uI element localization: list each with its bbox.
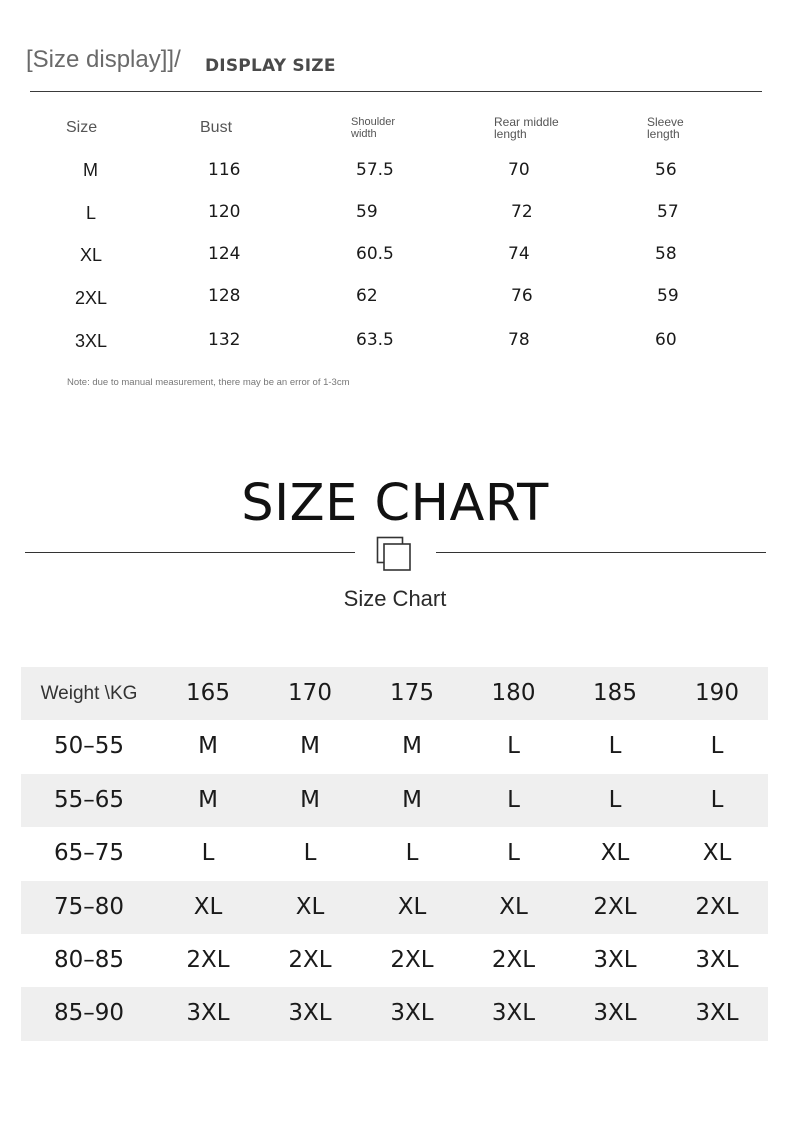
size-cell: M (402, 733, 422, 760)
size-cell: 2XL (186, 946, 230, 973)
measure-cell: 2XL (75, 288, 108, 308)
table-row (21, 774, 768, 827)
weight-height-size-table (21, 667, 768, 1041)
size-cell: L (608, 733, 622, 760)
measure-cell: 72 (511, 202, 533, 222)
size-cell: M (402, 786, 422, 813)
size-cell: L (507, 733, 520, 760)
height-header: 185 (593, 680, 637, 706)
measure-cell: L (86, 203, 97, 223)
table-row (21, 934, 768, 987)
size-chart-subtitle: Size Chart (343, 586, 447, 611)
size-cell: XL (193, 893, 223, 920)
height-header: 190 (695, 680, 739, 706)
weight-label: 80–85 (53, 946, 125, 973)
measure-cell: M (83, 160, 98, 180)
header-divider (30, 91, 762, 92)
height-header: 165 (186, 680, 230, 706)
size-cell: L (710, 733, 724, 760)
size-cell: 3XL (491, 1000, 536, 1027)
size-cell: 2XL (695, 893, 739, 920)
size-cell: L (710, 786, 724, 813)
measure-cell: 124 (208, 244, 241, 264)
measure-cell: 63.5 (356, 330, 394, 350)
size-chart-title: SIZE CHART (241, 474, 549, 533)
size-cell: XL (600, 840, 630, 867)
size-cell: M (300, 733, 320, 760)
col-header-bust: Bust (200, 119, 233, 136)
table-row (21, 720, 768, 773)
height-header: 175 (390, 680, 434, 706)
table-header-row (21, 667, 768, 720)
title-rule-right (436, 552, 766, 553)
measure-cell: 60.5 (356, 244, 394, 264)
size-cell: 2XL (491, 946, 536, 973)
size-cell: XL (295, 893, 325, 920)
weight-label: 65–75 (53, 840, 125, 867)
size-cell: 3XL (593, 1000, 637, 1027)
size-cell: L (608, 786, 622, 813)
weight-label: 85–90 (53, 1000, 125, 1027)
table-row (21, 827, 768, 880)
size-cell: 3XL (390, 1000, 434, 1027)
measurement-note: Note: due to manual measurement, there may be an error of 1-3cm (67, 377, 350, 388)
measure-cell: 62 (356, 286, 378, 306)
measure-cell: 74 (508, 244, 530, 264)
measure-cell: 116 (208, 160, 241, 180)
size-cell: 3XL (695, 946, 739, 973)
measure-cell: 128 (208, 286, 241, 306)
size-cell: XL (499, 893, 528, 920)
corner-label: Weight \KG (40, 683, 138, 704)
size-cell: XL (702, 840, 732, 867)
measure-cell: 58 (655, 244, 677, 264)
measure-cell: 132 (208, 330, 241, 350)
weight-label: 55–65 (53, 786, 125, 813)
col-header-sleeve-length: Sleeve length (647, 115, 684, 141)
size-cell: 3XL (695, 1000, 739, 1027)
height-header: 170 (288, 680, 332, 706)
size-cell: XL (397, 893, 427, 920)
size-cell: M (198, 786, 218, 813)
col-header-shoulder-width: Shoulder width (351, 116, 396, 140)
display-title-english: DISPLAY SIZE (205, 56, 336, 76)
size-cell: L (303, 840, 317, 867)
size-cell: L (201, 840, 215, 867)
height-header: 180 (491, 680, 536, 706)
size-cell: 2XL (288, 946, 332, 973)
measure-cell: 76 (511, 286, 533, 306)
measure-cell: 57 (657, 202, 679, 222)
size-cell: 3XL (288, 1000, 332, 1027)
col-header-size: Size (66, 119, 98, 136)
title-rule-left (25, 552, 355, 553)
weight-label: 75–80 (53, 893, 125, 920)
col-header-rear-middle-length: Rear middle length (494, 115, 559, 141)
overlapping-squares-icon (376, 536, 412, 572)
weight-label: 50–55 (53, 733, 125, 760)
size-cell: 3XL (186, 1000, 230, 1027)
size-cell: 2XL (593, 893, 637, 920)
measure-cell: XL (80, 245, 103, 265)
measure-cell: 59 (657, 286, 679, 306)
size-cell: 3XL (593, 946, 637, 973)
display-title-bracket: [Size display]]/ (26, 46, 181, 73)
size-cell: M (198, 733, 218, 760)
measure-cell: 57.5 (356, 160, 394, 180)
measure-cell: 78 (508, 330, 530, 350)
table-row (21, 987, 768, 1040)
size-cell: L (507, 786, 520, 813)
table-row (21, 881, 768, 934)
measure-cell: 59 (356, 202, 378, 222)
measure-cell: 70 (508, 160, 530, 180)
measure-cell: 120 (208, 202, 241, 222)
size-cell: M (300, 786, 320, 813)
size-cell: 2XL (390, 946, 434, 973)
measure-cell: 60 (655, 330, 677, 350)
size-cell: L (507, 840, 520, 867)
measure-cell: 3XL (75, 331, 108, 351)
measure-cell: 56 (655, 160, 677, 180)
size-cell: L (405, 840, 419, 867)
